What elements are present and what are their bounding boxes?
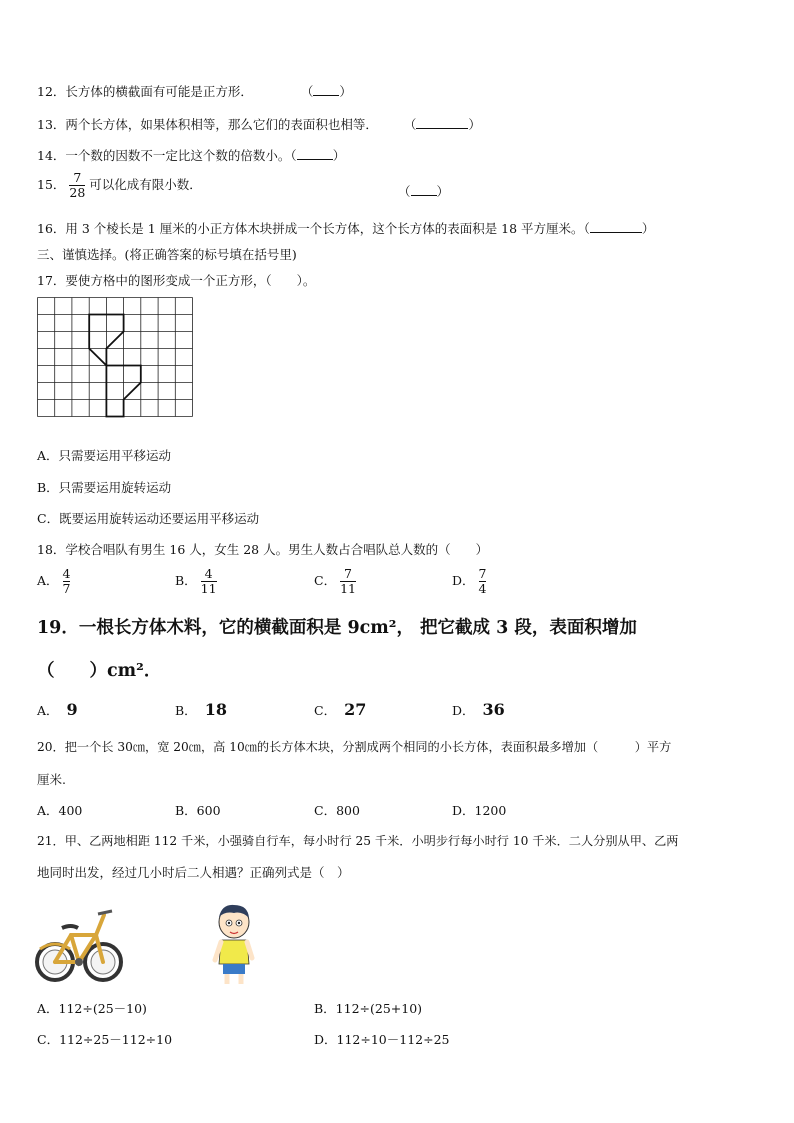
option-d[interactable]: D．1200: [452, 803, 507, 818]
question-18: 18．学校合唱队有男生 16 人，女生 28 人。男生人数占合唱队总人数的（ ）: [37, 542, 489, 557]
question-12: 12．长方体的横截面有可能是正方形． （ ）: [37, 84, 352, 99]
question-14-text: 14．一个数的因数不一定比这个数的倍数小。: [37, 148, 291, 163]
option-b[interactable]: B．112÷(25+10): [314, 1001, 423, 1016]
option-a[interactable]: A．112÷(25－10): [37, 1001, 147, 1016]
question-20-line-1: 20．把一个长 30㎝，宽 20㎝，高 10㎝的长方体木块，分割成两个相同的小长方体，表面积最多增加（ ）平方: [37, 740, 672, 754]
question-15-text: 可以化成有限小数．: [89, 177, 202, 192]
option-a[interactable]: A． 9: [37, 700, 78, 719]
fraction: $\frac{4}{7}$: [62, 566, 71, 596]
fraction: $\frac{4}{11}$: [200, 566, 217, 596]
option-c[interactable]: C． $\frac{7}{11}$: [314, 566, 356, 596]
option-b[interactable]: B． $\frac{4}{11}$: [175, 566, 217, 596]
question-16: 16．用 3 个棱长是 1 厘米的小正方体木块拼成一个长方体，这个长方体的表面积是 18 平方厘米。（ ）: [37, 221, 655, 236]
question-13: 13．两个长方体，如果体积相等，那么它们的表面积也相等． （ ）: [37, 117, 481, 132]
bicycle-icon: [34, 905, 124, 987]
option-a[interactable]: A． $\frac{4}{7}$: [37, 566, 71, 596]
boy-icon: [212, 902, 256, 986]
question-12-text: 12．长方体的横截面有可能是正方形．: [37, 84, 253, 99]
question-21-line-2: 地同时出发，经过几小时后二人相遇？正确列式是（ ）: [37, 865, 350, 880]
grid-figure: [37, 297, 195, 422]
option-c[interactable]: C．112÷25－112÷10: [37, 1032, 173, 1047]
answer-blank[interactable]: [416, 117, 468, 129]
option-c[interactable]: C．800: [314, 803, 360, 818]
option-b[interactable]: B． 18: [175, 700, 227, 719]
fraction: $\frac{7}{11}$: [340, 566, 356, 596]
answer-blank[interactable]: [297, 148, 333, 160]
question-13-text: 13．两个长方体，如果体积相等，那么它们的表面积也相等．: [37, 117, 378, 132]
question-19-line-1: 19．一根长方体木料，它的横截面积是 9cm²， 把它截成 3 段，表面积增加: [37, 618, 637, 638]
option-d[interactable]: D． 36: [452, 700, 505, 719]
question-16-text: 16．用 3 个棱长是 1 厘米的小正方体木块拼成一个长方体，这个长方体的表面积是 18 平方厘米。: [37, 221, 584, 236]
question-17: 17．要使方格中的图形变成一个正方形，（ ）。: [37, 273, 316, 288]
option-b[interactable]: B．600: [175, 803, 221, 818]
question-19-line-2: （ ）cm²．: [37, 661, 162, 681]
option-c[interactable]: C．既要运用旋转运动还要运用平移运动: [37, 511, 260, 526]
fraction: $\frac{7}{4}$: [478, 566, 487, 596]
answer-blank[interactable]: [411, 184, 437, 196]
option-c[interactable]: C． 27: [314, 700, 367, 719]
answer-blank[interactable]: [590, 221, 642, 233]
option-d[interactable]: D．112÷10－112÷25: [314, 1032, 450, 1047]
question-14: 14．一个数的因数不一定比这个数的倍数小。（ ）: [37, 148, 346, 163]
section-title: 三、谨慎选择。(将正确答案的标号填在括号里): [37, 247, 297, 262]
question-15: 15． $\frac{7}{28}$ 可以化成有限小数．: [37, 170, 202, 200]
question-20-line-2: 厘米.: [37, 772, 66, 787]
option-a[interactable]: A．400: [37, 803, 83, 818]
answer-blank[interactable]: [313, 84, 339, 96]
question-15-answer: （ ）: [398, 184, 450, 199]
question-21-line-1: 21．甲、乙两地相距 112 千米，小强骑自行车，每小时行 25 千米．小明步行每小时行 10 千米．二人分别从甲、乙两: [37, 834, 679, 848]
option-b[interactable]: B．只需要运用旋转运动: [37, 480, 172, 495]
option-d[interactable]: D． $\frac{7}{4}$: [452, 566, 487, 596]
option-a[interactable]: A．只需要运用平移运动: [37, 448, 172, 463]
fraction: $\frac{7}{28}$: [69, 170, 86, 200]
